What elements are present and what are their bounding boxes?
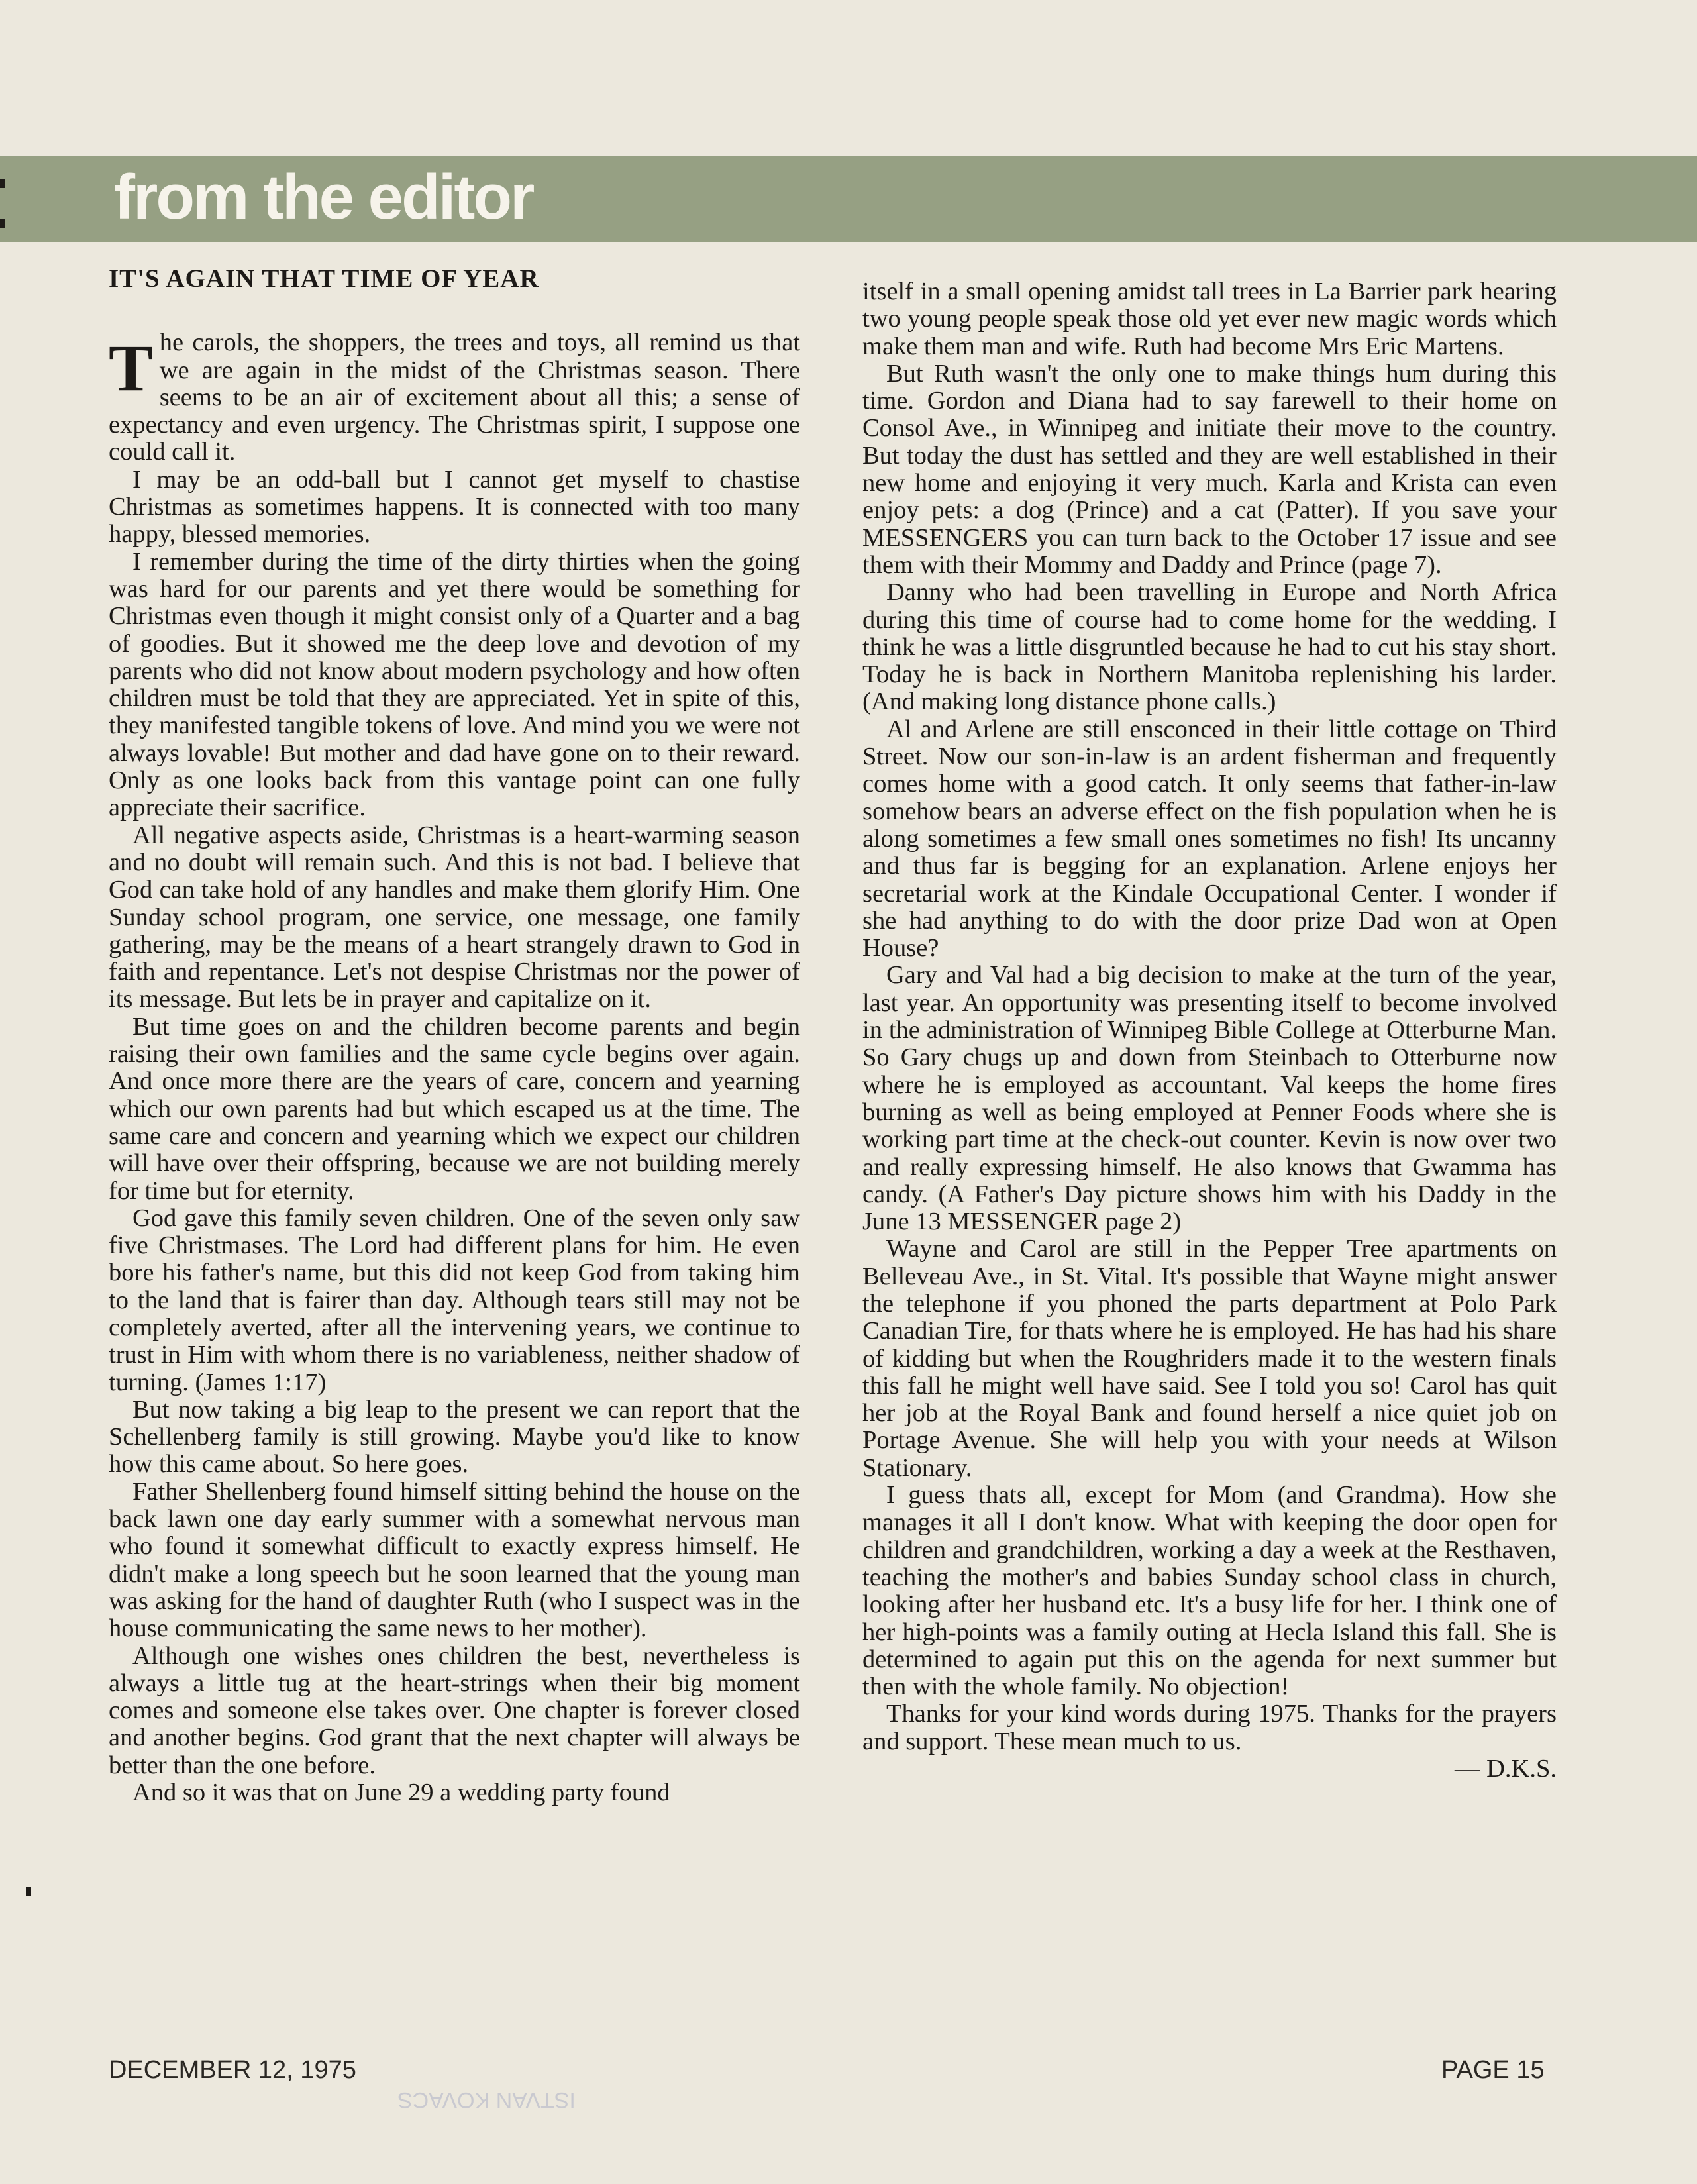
article-paragraph: God gave this family seven children. One of the seven only saw five Christmases. The Lord had different plans for him. He even bore his father's name, but this did not keep God from taking him to the land that is fairer than day. Although tears still may not be completely averted, after all the intervening years, we continue to trust in Him with whom there is no variableness, neither shadow of turning. (James 1:17) — [109, 1204, 800, 1396]
bleed-through-text: ISTVAN KOVACS — [397, 2087, 576, 2112]
article-paragraph: itself in a small opening amidst tall trees in La Barrier park hearing two young people speak those old yet ever new magic words which make them man and wife. Ruth had become Mrs Eric Martens. — [862, 278, 1557, 360]
article-paragraph: And so it was that on June 29 a wedding party found — [132, 1779, 670, 1807]
page-number: PAGE 15 — [1441, 2056, 1545, 2084]
drop-cap: T — [109, 331, 153, 405]
issue-date: DECEMBER 12, 1975 — [109, 2056, 356, 2084]
section-title: from the editor — [114, 162, 533, 233]
article-paragraph: But time goes on and the children become parents and begin raising their own families and the same cycle begins over again. And once more there are the years of care, concern and yearning which our own parents had but which escaped us at the time. The same care and concern and yearning which we expect our children will have over their offspring, because we are not building merely for time but for eternity. — [109, 1012, 800, 1205]
article-paragraph: Gary and Val had a big decision to make at the turn of the year, last year. An opportunity was presenting itself to become involved in the administration of Winnipeg Bible College at Otterburne Man. So Gary chugs up and down from Steinbach to Otterburne now where he is employed as accountant. Val keeps the home fires burning as well as being employed at Penner Foods where she is working part time at the check-out counter. Kevin is now over two and really expressing himself. He also knows that Gwamma has candy. (A Father's Day picture shows him with his Daddy in the June 13 MESSENGER page 2) — [862, 961, 1557, 1236]
article-headline: IT'S AGAIN THAT TIME OF YEAR — [109, 264, 539, 293]
article-paragraph: The carols, the shoppers, the trees and toys, all remind us that we are again in the midst of the Christmas season. There seems to be an air of excitement about all this; a sense of expectancy and even urgency. The Christmas spirit, I suppose one could call it. — [109, 329, 800, 466]
article-paragraph: I guess thats all, except for Mom (and Grandma). How she manages it all I don't know. What with keeping the door open for children and grandchildren, working a day a week at the Resthaven, teaching the mother's and babies Sunday school class in church, looking after her husband etc. It's a busy life for her. I think one of her high-points was a family outing at Hecla Island this fall. She is determined to again put this on the agenda for next summer but then with the whole family. No objection! — [862, 1481, 1557, 1701]
section-banner — [0, 156, 1697, 242]
author-signature: — D.K.S. — [1454, 1755, 1557, 1783]
article-paragraph: I remember during the time of the dirty thirties when the going was hard for our parents and yet there would be something for Christmas even though it might consist only of a Quarter and a bag of goodies. But it showed me the deep love and devotion of my parents who did not know about modern psychology and how often children must be told that they are appreciated. Yet in spite of this, they manifested tangible tokens of love. And mind you we were not always lovable! But mother and dad have gone on to their reward. Only as one looks back from this vantage point can one fully appreciate their sacrifice. — [109, 547, 800, 822]
article-paragraph: Although one wishes ones children the best, nevertheless is always a little tug at the heart-strings when their big moment comes and someone else takes over. One chapter is forever closed and another begins. God grant that the next chapter will always be better than the one before. — [109, 1641, 800, 1779]
article-paragraph: Father Shellenberg found himself sitting behind the house on the back lawn one day early summer with a somewhat nervous man who found it somewhat difficult to exactly express himself. He didn't make a long speech but he soon learned that the young man was asking for the hand of daughter Ruth (who I suspect was in the house communicating the same news to her mother). — [109, 1477, 800, 1643]
article-paragraph: Wayne and Carol are still in the Pepper Tree apartments on Belleveau Ave., in St. Vital. It's possible that Wayne might answer the telephone if you phoned the parts department at Polo Park Canadian Tire, for thats where he is employed. He has had his share of kidding but when the Roughriders made it to the western finals this fall he might well have said. See I told you so! Carol has quit her job at the Royal Bank and found herself a nice quiet job on Portage Avenue. She will help you with your needs at Wilson Stationary. — [862, 1235, 1557, 1482]
article-paragraph: I may be an odd-ball but I cannot get myself to chastise Christmas as sometimes happens. It is connected with too many happy, blessed memories. — [109, 465, 800, 548]
article-column-right — [862, 278, 1557, 1783]
article-paragraph: But Ruth wasn't the only one to make things hum during this time. Gordon and Diana had to say farewell to their home on Consol Ave., in Winnipeg and initiate their move to the country. But today the dust has settled and they are well established in their new home and enjoying it very much. Karla and Krista can even enjoy pets: a dog (Prince) and a cat (Patter). If you save your MESSENGERS you can turn back to the October 17 issue and see them with their Mommy and Daddy and Prince (page 7). — [862, 359, 1557, 579]
article-paragraph: Al and Arlene are still ensconced in their little cottage on Third Street. Now our son-in-law is an ardent fisherman and frequently comes home with a good catch. It only seems that father-in-law somehow bears an adverse effect on the fish population when he is along sometimes a few small ones sometimes no fish! Its uncanny and thus far is begging for an explanation. Arlene enjoys her secretarial work at the Kindale Occupational Center. I wonder if she had anything to do with the door prize Dad won at Open House? — [862, 715, 1557, 962]
article-paragraph: Danny who had been travelling in Europe and North Africa during this time of course had to come home for the wedding. I think he was a little disgruntled because he had to cut his stay short. Today he is back in Northern Manitoba replenishing his larder. (And making long distance phone calls.) — [862, 578, 1557, 716]
margin-mark — [0, 179, 5, 188]
margin-mark — [0, 219, 5, 228]
margin-mark — [26, 1887, 31, 1896]
article-column-left — [109, 265, 800, 1806]
article-paragraph: Thanks for your kind words during 1975. Thanks for the prayers and support. These mean much to us. — [862, 1700, 1557, 1755]
article-paragraph: All negative aspects aside, Christmas is a heart-warming season and no doubt will remain such. And this is not bad. I believe that God can take hold of any handles and make them glorify Him. One Sunday school program, one service, one message, one family gathering, may be the means of a heart strangely drawn to God in faith and repentance. Let's not despise Christmas nor the power of its message. But lets be in prayer and capitalize on it. — [109, 821, 800, 1014]
article-paragraph: But now taking a big leap to the present we can report that the Schellenberg family is still growing. Maybe you'd like to know how this came about. So here goes. — [109, 1395, 800, 1479]
